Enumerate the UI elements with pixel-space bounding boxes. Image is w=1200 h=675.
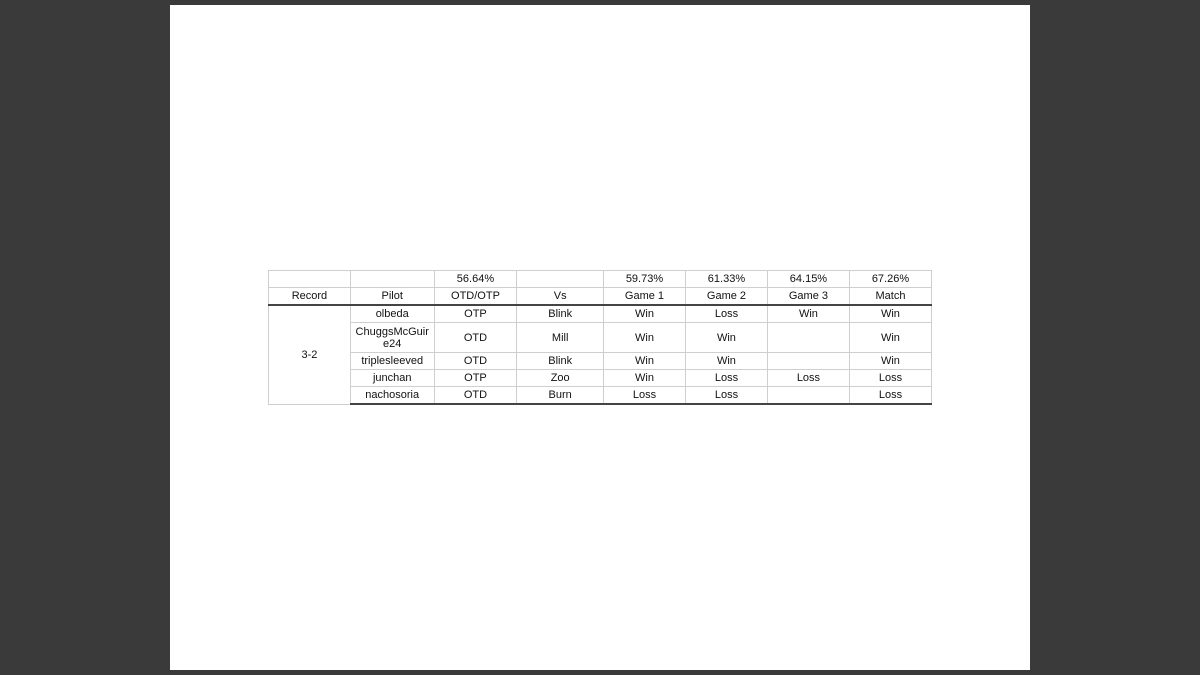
- game1-cell: Win: [603, 323, 685, 353]
- game1-cell: Win: [603, 305, 685, 323]
- otd-cell: OTD: [434, 323, 517, 353]
- game1-percentage: 59.73%: [603, 271, 685, 288]
- table-row: [269, 353, 932, 370]
- game2-percentage: 61.33%: [685, 271, 767, 288]
- pilot-cell: nachosoria: [350, 387, 434, 405]
- stats-row: [269, 271, 932, 288]
- otd-cell: OTD: [434, 353, 517, 370]
- vs-cell: Blink: [517, 353, 604, 370]
- column-header-game1: Game 1: [603, 288, 685, 306]
- column-header-match: Match: [849, 288, 931, 306]
- table-row: [269, 323, 932, 353]
- game3-cell: Win: [767, 305, 849, 323]
- match-cell: Win: [849, 353, 931, 370]
- game3-cell: [767, 353, 849, 370]
- empty-cell: [350, 271, 434, 288]
- column-header-game2: Game 2: [685, 288, 767, 306]
- pilot-cell: olbeda: [350, 305, 434, 323]
- game2-cell: Loss: [685, 370, 767, 387]
- table-row: [269, 370, 932, 387]
- empty-cell: [517, 271, 604, 288]
- game2-cell: Loss: [685, 305, 767, 323]
- vs-cell: Mill: [517, 323, 604, 353]
- game3-cell: [767, 323, 849, 353]
- match-cell: Win: [849, 323, 931, 353]
- pilot-cell: triplesleeved: [350, 353, 434, 370]
- otd-cell: OTD: [434, 387, 517, 405]
- otd-cell: OTP: [434, 305, 517, 323]
- match-percentage: 67.26%: [849, 271, 931, 288]
- column-header-otd: OTD/OTP: [434, 288, 517, 306]
- column-header-pilot: Pilot: [350, 288, 434, 306]
- vs-cell: Burn: [517, 387, 604, 405]
- table-row: [269, 387, 932, 405]
- header-row: [269, 288, 932, 306]
- document-page: [170, 5, 1030, 670]
- game1-cell: Win: [603, 370, 685, 387]
- vs-cell: Blink: [517, 305, 604, 323]
- pilot-cell: ChuggsMcGuire24: [350, 323, 434, 353]
- table-row: [269, 305, 932, 323]
- game2-cell: Loss: [685, 387, 767, 405]
- game1-cell: Win: [603, 353, 685, 370]
- match-results-table: [268, 270, 932, 405]
- match-cell: Loss: [849, 387, 931, 405]
- game2-cell: Win: [685, 353, 767, 370]
- game2-cell: Win: [685, 323, 767, 353]
- column-header-game3: Game 3: [767, 288, 849, 306]
- pilot-cell: junchan: [350, 370, 434, 387]
- column-header-vs: Vs: [517, 288, 604, 306]
- game3-percentage: 64.15%: [767, 271, 849, 288]
- match-cell: Win: [849, 305, 931, 323]
- match-cell: Loss: [849, 370, 931, 387]
- otd-percentage: 56.64%: [434, 271, 517, 288]
- otd-cell: OTP: [434, 370, 517, 387]
- vs-cell: Zoo: [517, 370, 604, 387]
- game3-cell: Loss: [767, 370, 849, 387]
- game3-cell: [767, 387, 849, 405]
- empty-cell: [269, 271, 351, 288]
- game1-cell: Loss: [603, 387, 685, 405]
- column-header-record: Record: [269, 288, 351, 306]
- record-cell: 3-2: [269, 305, 351, 404]
